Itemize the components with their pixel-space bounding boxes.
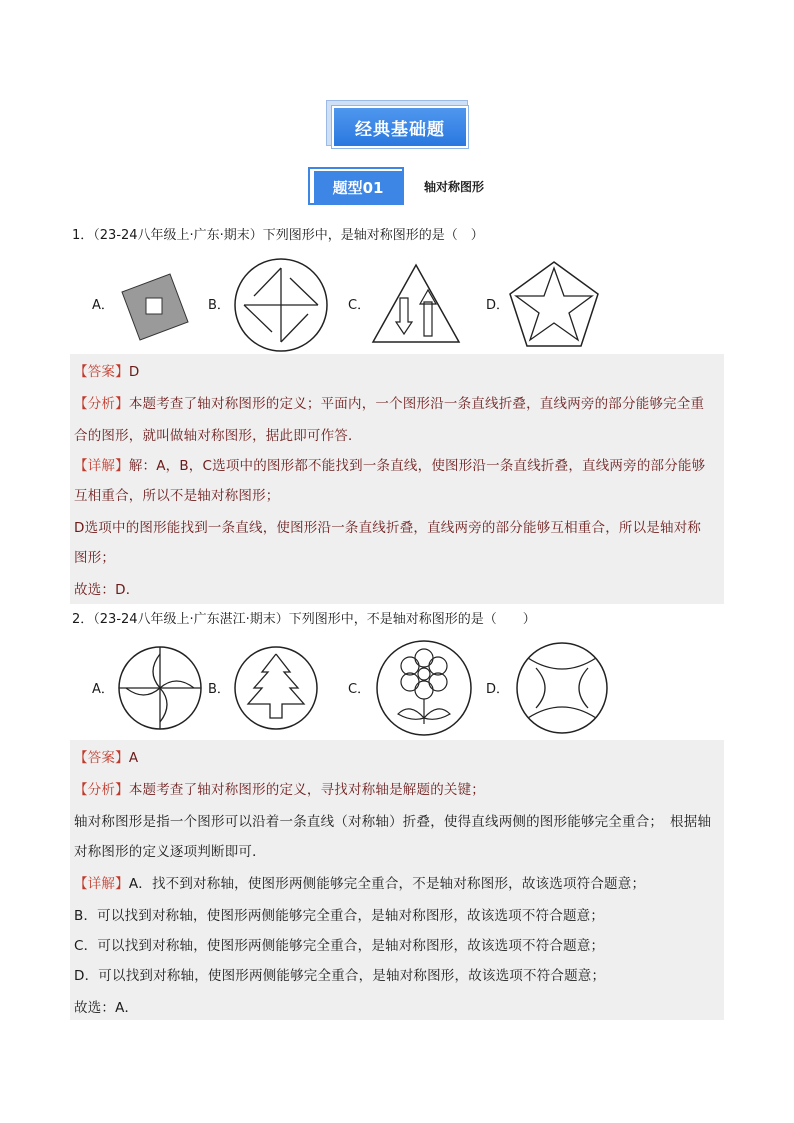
q2-figure-c	[374, 638, 474, 738]
q2-option-d-label: D．	[486, 682, 510, 697]
q2-detail-line-3: C．可以找到对称轴，使图形两侧能够完全重合，是轴对称图形，故该选项不符合题意；	[74, 938, 605, 954]
q1-figure-b	[232, 256, 330, 354]
q2-figure-b	[232, 644, 320, 732]
q1-option-c-label: C．	[348, 298, 371, 313]
q2-option-c-label: C．	[348, 682, 371, 697]
q1-conclusion: 故选：D．	[74, 582, 140, 598]
q1-figure-d	[506, 258, 602, 350]
q2-figure-d	[514, 640, 610, 736]
q1-analysis-line-2: 合的图形，就叫做轴对称图形，据此即可作答．	[74, 428, 362, 444]
q2-solution-panel	[70, 740, 724, 1020]
question-type-tag	[308, 167, 408, 209]
banner-title: 经典基础题	[332, 106, 468, 148]
tag-label: 题型01	[314, 171, 402, 203]
q1-option-a-label: A．	[92, 298, 114, 313]
q1-figure-c	[370, 262, 462, 346]
q2-analysis-line-3: 对称图形的定义逐项判断即可．	[74, 844, 266, 860]
q2-detail-line-4: D．可以找到对称轴，使图形两侧能够完全重合，是轴对称图形，故该选项不符合题意；	[74, 968, 606, 984]
q2-conclusion: 故选：A．	[74, 1000, 139, 1016]
q1-detail-line-2: 互相重合，所以不是轴对称图形；	[74, 488, 280, 504]
section-banner	[326, 100, 472, 150]
q1-figure-a	[114, 266, 194, 346]
q2-option-b-label: B．	[208, 682, 230, 697]
q1-option-b-label: B．	[208, 298, 230, 313]
q1-stem: 1．（23-24八年级上·广东·期末）下列图形中，是轴对称图形的是（ ）	[72, 228, 484, 243]
q1-option-d-label: D．	[486, 298, 510, 313]
q2-detail-line-1: 【详解】A．找不到对称轴，使图形两侧能够完全重合，不是轴对称图形，故该选项符合题意；	[74, 876, 646, 892]
q2-answer-line: 【答案】A	[74, 750, 139, 766]
q1-analysis-line-1: 【分析】本题考查了轴对称图形的定义；平面内，一个图形沿一条直线折叠，直线两旁的部分能够完全重	[74, 396, 705, 412]
q2-analysis-line-1: 【分析】本题考查了轴对称图形的定义，寻找对称轴是解题的关键；	[74, 782, 486, 798]
q2-stem: 2．（23-24八年级上·广东湛江·期末）下列图形中，不是轴对称图形的是（ ）	[72, 612, 536, 627]
section-title: 轴对称图形	[424, 180, 485, 194]
q1-detail-line-3: D选项中的图形能找到一条直线，使图形沿一条直线折叠，直线两旁的部分能够互相重合，所以是轴对称	[74, 520, 702, 536]
q2-option-a-label: A．	[92, 682, 114, 697]
q1-answer-line: 【答案】D	[74, 364, 140, 380]
q1-solution-panel	[70, 354, 724, 604]
q2-analysis-line-2: 轴对称图形是指一个图形可以沿着一条直线（对称轴）折叠，使得直线两侧的图形能够完全重合； 根据轴	[74, 814, 712, 830]
q1-detail-line-1: 【详解】解：A，B，C选项中的图形都不能找到一条直线，使图形沿一条直线折叠，直线两旁的部分能够	[74, 458, 706, 474]
q2-figure-a	[116, 644, 204, 732]
q1-detail-line-4: 图形；	[74, 550, 116, 566]
q2-detail-line-2: B．可以找到对称轴，使图形两侧能够完全重合，是轴对称图形，故该选项不符合题意；	[74, 908, 605, 924]
